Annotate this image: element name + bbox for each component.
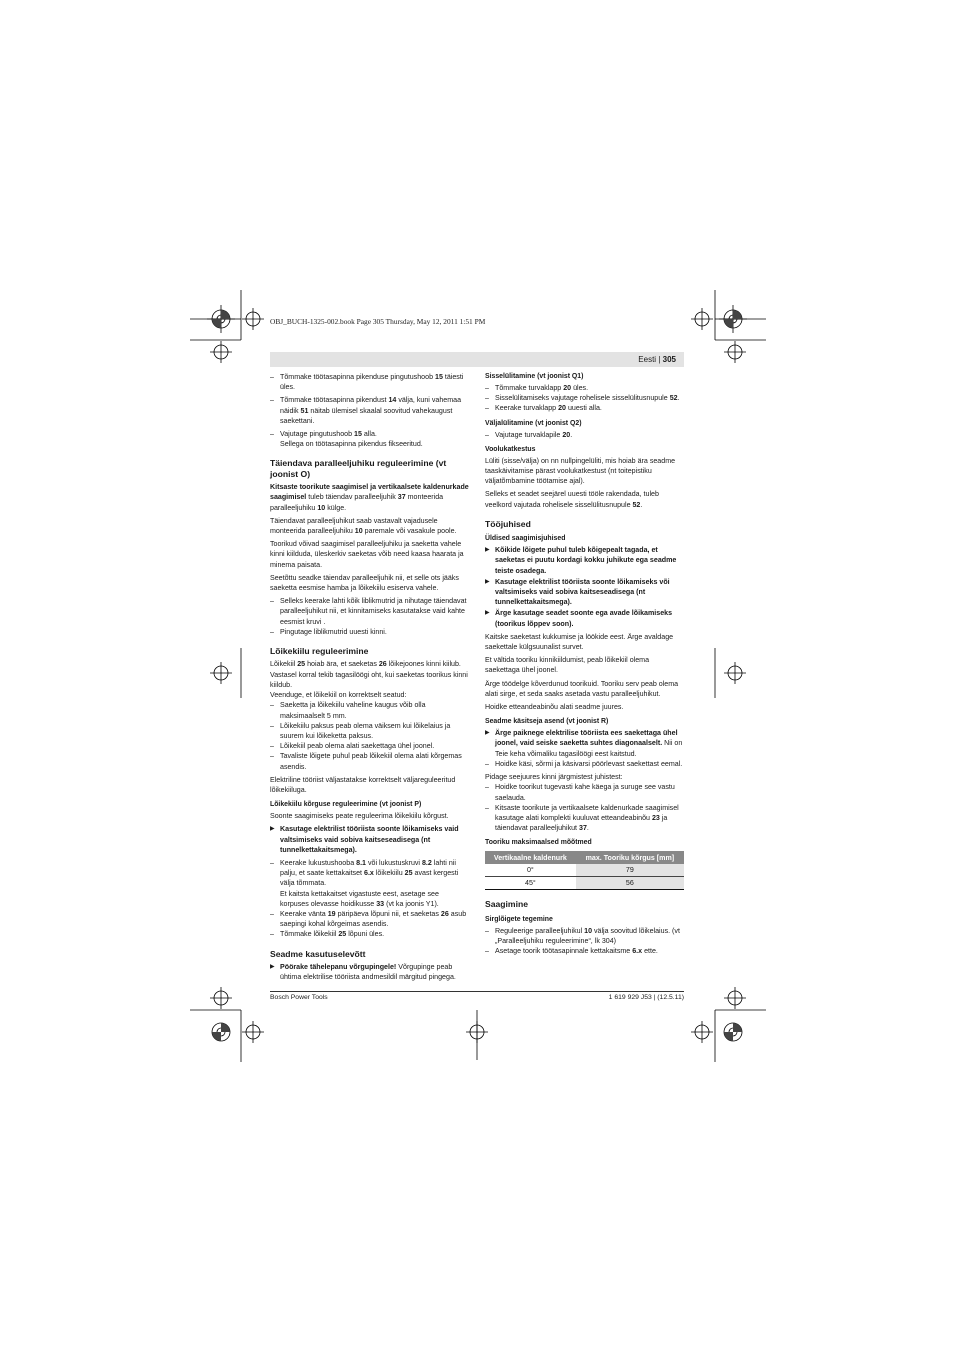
list-item: – Tõmmake lõikekiil 25 lõpuni üles. [270,930,385,939]
table-cell: 45° [485,877,576,890]
paragraph: Lõikekiil 25 hoiab ära, et saeketas 26 lõikejoones kinni kiilub. Vastasel korral tekib tagasilöögi oht, kui saeketas toorikus kinni kiildub. [270,660,468,689]
list-item: – Tõmmake turvaklapp 20 üles. [485,384,589,392]
table-cell: 79 [576,864,684,877]
subsection-heading: Üldised saagimisjuhised [485,535,566,543]
list-item: – Lõikekiil peab olema alati saekettaga ühel joonel. [270,742,435,751]
paragraph: Toorikud võivad saagimisel paralleeljuhiku ja saeketta vahele kinni kiilduda, üleskerkiv saeketas võib need kaasa haarata ja minema paisata. [270,540,464,569]
warning-triangle-icon: ▶ [485,547,490,554]
paragraph: Soonte saagimiseks peate reguleerima lõikekiilu kõrgust. [270,812,449,821]
subsection-heading: Voolukatkestus [485,445,536,453]
table-cell: 56 [576,877,684,890]
list-item: – Sisselülitamiseks vajutage rohelisele sisselülitusnupule 52. [485,394,680,403]
list-item: – Tavaliste lõigete puhul peab lõikekiil olema alati kõrgemas asendis. [270,752,462,771]
warning-triangle-icon: ▶ [270,826,275,833]
warning-item: ▶ Ärge paiknege elektrilise tööriista ees saekettaga ühel joonel, vaid seiske saeketta suhtes diagonaalselt. Nii on Teie keha võimaliku tagasilöögi eest kaitstud. [485,729,683,758]
warning-triangle-icon: ▶ [485,730,490,737]
warning-triangle-icon: ▶ [485,578,490,585]
warning-triangle-icon: ▶ [270,963,275,970]
list-item: – Keerake lukustushooba 8.1 või lukustuskruvi 8.2 lahti nii palju, et saate kettakaitset 6.x lõikekiilu 25 avast kergesti välja tõmmata. [270,858,459,888]
list-item: – Keerake turvaklapp 20 uuesti alla. [485,404,602,413]
section-heading: Seadme kasutuselevõtt [270,948,366,959]
warning-triangle-icon: ▶ [485,610,490,617]
list-item: – Tõmmake töötasapinna pikendust 14 välja, kuni vahemaa näidik 51 näitab ülemisel skaalal soovitud vahekaugust saekettani. [270,396,462,425]
paragraph: Seetõttu seadke täiendav paralleeljuhik nii, et selle ots jääks saeketta eesmise hamba ja lõikekiilu esiserva vahele. [270,573,459,593]
footer-doc-number: 1 619 929 J53 | (12.5.11) [608,994,684,1001]
list-item: – Hoidke toorikut tugevasti kahe käega ja suruge see vastu saelauda. [485,783,675,802]
list-item: – Vajutage pingutushoob 15 alla. [270,430,377,439]
footer-rule [270,991,684,992]
list-item: – Asetage toorik töötasapinnale kettakaitsme 6.x ette. [485,947,658,956]
paragraph: Lüliti (sisse/välja) on nn nullpingelüliti, mis hoiab ära seadme taaskäivitamise pärast voolukatkestust (nt toitepistiku väljatõmbamine töötamise ajal). [485,456,676,486]
warning-item: ▶ Kasutage elektrilist tööriista soonte lõikamiseks vaid valtsimiseks vaid sobiva kaitseseadisega (nt tunnelkettakaitsmega). [270,825,459,854]
table-header-cell: max. Tooriku kõrgus [mm] [576,851,684,864]
list-continuation: Et kaitsta kettakaitset vigastuste eest, asetage see korpuses olevasse hoidikusse 33 (vt ka joonis Y1). [280,889,439,908]
subsection-heading: Lõikekiilu kõrguse reguleerimine (vt joonist P) [270,801,422,809]
paragraph: Täiendavat paralleeljuhikut saab vastavalt vajadusele monteerida paralleeljuhiku 10 paremale või vasakule poole. [270,516,457,536]
warning-item: ▶ Ärge kasutage seadet soonte ega avade lõikamiseks (toorikus lõppev soon). [485,609,673,628]
table-row [485,877,684,890]
paragraph: Kaitske saeketast kukkumise ja löökide eest. Ärge avaldage saekettale külgsuunalist survet. [485,632,674,652]
section-heading: Tööjuhised [485,518,531,529]
section-heading: Saagimine [485,899,528,910]
paragraph: Ärge töödelge kõverdunud toorikuid. Tooriku serv peab olema alati sirge, et seda saaks asetada vastu paralleeljuhikut. [485,679,679,698]
paragraph: Veenduge, et lõikekiil on korrektselt seatud: [270,691,407,700]
print-slug: OBJ_BUCH-1325-002.book Page 305 Thursday, May 12, 2011 1:51 PM [270,317,486,326]
section-heading: Täiendava paralleeljuhiku reguleerimine (vt joonist O) [270,458,447,479]
paragraph: Selleks et seadet seejärel uuesti tööle rakendada, tuleb veelkord vajutada rohelisele sisselülitusnupule 52. [485,490,659,509]
warning-item: ▶ Kasutage elektrilist tööriista soonte lõikamiseks või valtsimiseks vaid sobiva kaitseseadisega (nt tunnelkettakaitsmega). [485,577,670,607]
list-item: – Hoidke käsi, sõrmi ja käsivarsi pöörlevast saekettast eemal. [485,759,683,768]
subsection-heading: Seadme käsitseja asend (vt joonist R) [485,718,609,726]
list-item: – Reguleerige paralleeljuhikul 10 välja soovitud lõikelaius. (vt „Paralleeljuhiku reguleerimine“, lk 304) [485,926,680,945]
paragraph: Pidage seejuures kinni järgmistest juhistest: [485,773,623,782]
list-item: – Keerake vänta 19 päripäeva lõpuni nii, et saeketas 26 asub saepingi kohal kõrgeimas asendis. [270,909,467,929]
subsection-heading: Tooriku maksimaalsed mõõtmed [485,839,592,847]
table-row [485,864,684,877]
header-language: Eesti [638,355,657,364]
paragraph: Hoidke etteandeabinõu alati seadme juures. [485,703,624,712]
footer-brand: Bosch Power Tools [270,994,328,1001]
paragraph: Elektriline tööriist väljastatakse korrektselt väljareguleeritud lõikekiiluga. [270,775,456,794]
list-item: – Kitsaste toorikute ja vertikaalsete kaldenurkade saagimisel kasutage alati komplekti kuuluvat etteandeabinõu 23 ja täiendavat paralleeljuhikut 37. [485,803,679,833]
subsection-heading: Väljalülitamine (vt joonist Q2) [485,419,582,427]
list-item: – Lõikekiilu paksus peab olema väiksem kui lõikelaius ja suurem kui lõikeketta paksus. [270,721,451,740]
paragraph: Et vältida tooriku kinnikiildumist, peab lõikekiil olema saekettaga ühel joonel. [485,656,650,675]
right-column [485,372,684,959]
list-item: – Tõmmake töötasapinna pikenduse pingutushoob 15 täiesti üles. [270,373,464,392]
page-header [270,352,684,367]
header-separator: | [658,355,661,364]
subsection-heading: Sisselülitamine (vt joonist Q1) [485,373,584,380]
section-heading: Lõikekiilu reguleerimine [270,646,369,657]
dimensions-table [485,851,684,890]
warning-item: ▶ Kõikide lõigete puhul tuleb kõigepealt tagada, et saeketas ei puutu kordagi kokku juhikute ega seadme teiste osadega. [485,546,677,575]
header-text [638,355,676,364]
list-item: – Saeketta ja lõikekiilu vaheline kaugus võib olla maksimaalselt 5 mm. [270,701,426,720]
list-item: – Selleks keerake lahti kõik liblikmutrid ja nihutage täiendavat paralleeljuhikut nii, et kinnitamiseks kasutatakse vaid kahte eesmist kruvi . [270,597,467,626]
left-column [270,372,469,985]
header-page-number: 305 [662,355,676,364]
table-cell: 0° [485,864,576,877]
list-item: – Pingutage liblikmutrid uuesti kinni. [270,627,387,636]
list-continuation: Sellega on töötasapinna pikendus fikseeritud. [280,440,423,449]
table-header-cell: Vertikaalne kaldenurk [485,851,576,864]
list-item: – Vajutage turvaklapile 20. [485,430,573,439]
paragraph: Kitsaste toorikute saagimisel ja vertikaalsete kaldenurkade saagimisel tuleb täiendav paralleeljuhik 37 monteerida paralleeljuhiku 10 külge. [270,483,469,512]
warning-item: ▶ Pöörake tähelepanu võrgupingele! Võrgupinge peab ühtima elektrilise tööriista andmesildil märgitud pingega. [270,962,456,982]
subsection-heading: Sirglõigete tegemine [485,915,553,923]
